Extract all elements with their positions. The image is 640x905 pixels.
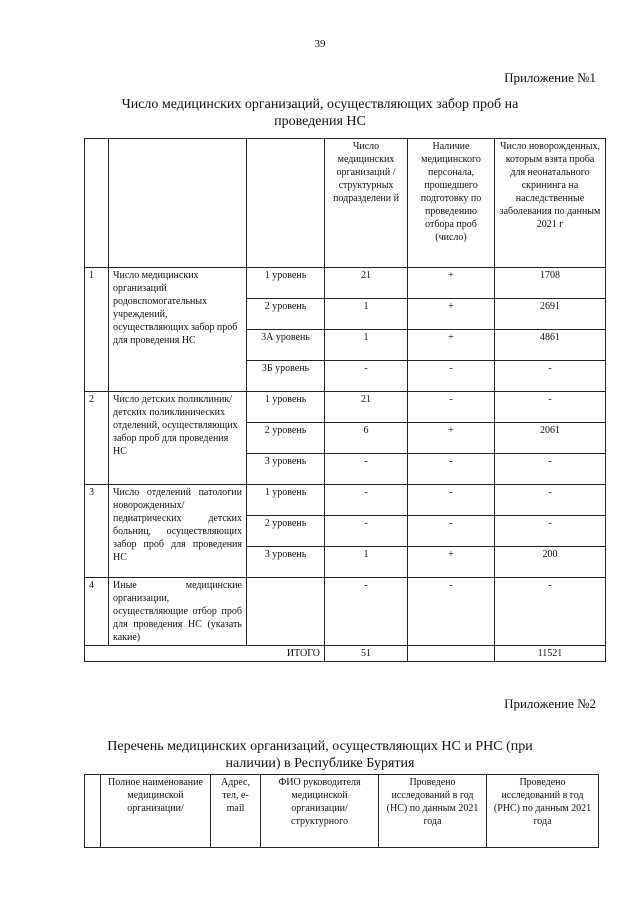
list-header-num xyxy=(85,775,101,848)
newborns-cell: - xyxy=(495,516,606,547)
list-table-header-row xyxy=(85,775,599,848)
table-row xyxy=(85,268,606,299)
newborns-cell: 2691 xyxy=(495,299,606,330)
staff-cell: + xyxy=(408,268,495,299)
total-row xyxy=(85,646,606,662)
appendix-2-label: Приложение №2 xyxy=(504,696,596,711)
count-cell: 1 xyxy=(325,299,408,330)
newborns-cell: 2061 xyxy=(495,423,606,454)
level-cell: 2 уровень xyxy=(247,423,325,454)
newborns-cell: 1708 xyxy=(495,268,606,299)
total-count: 51 xyxy=(325,646,408,662)
list-header-rns: Проведено исследований в год (РНС) по данным 2021 года xyxy=(487,775,599,848)
organization-type: Число детских поликлиник/детских поликлинических отделений, осуществляющих забор проб для проведения НС xyxy=(109,392,247,485)
total-staff xyxy=(408,646,495,662)
list-header-head: ФИО руководителя медицинской организации/ структурного xyxy=(261,775,379,848)
count-cell: 21 xyxy=(325,392,408,423)
staff-cell: - xyxy=(408,485,495,516)
count-cell: - xyxy=(325,485,408,516)
table-header-row xyxy=(85,139,606,268)
count-cell: 1 xyxy=(325,547,408,578)
header-cell-level xyxy=(247,139,325,268)
appendix-1-title xyxy=(80,96,560,130)
header-cell-staff: Наличие медицинского персонала, прошедшего подготовку по проведению отбора проб (число) xyxy=(408,139,495,268)
organization-type: Число медицинских организаций родовспомогательных учреждений, осуществляющих забор проб для проведения НС xyxy=(109,268,247,392)
staff-cell: - xyxy=(408,516,495,547)
staff-cell: + xyxy=(408,299,495,330)
count-cell: 6 xyxy=(325,423,408,454)
count-cell: - xyxy=(325,578,408,646)
table-row xyxy=(85,392,606,423)
header-cell-count: Число медицинских организаций /структурных подразделени й xyxy=(325,139,408,268)
staff-cell: - xyxy=(408,361,495,392)
total-label: ИТОГО xyxy=(85,646,325,662)
staff-cell: + xyxy=(408,547,495,578)
level-cell: 1 уровень xyxy=(247,485,325,516)
count-cell: 21 xyxy=(325,268,408,299)
newborns-cell: 200 xyxy=(495,547,606,578)
appendix-1-label: Приложение №1 xyxy=(504,70,596,85)
list-header-name: Полное наименование медицинской организации/ xyxy=(101,775,211,848)
appendix-2-title-line1: Перечень медицинских организаций, осуществляющих НС и РНС (при xyxy=(107,739,533,754)
organizations-list-table xyxy=(84,774,599,848)
count-cell: - xyxy=(325,516,408,547)
level-cell: 3А уровень xyxy=(247,330,325,361)
newborns-cell: - xyxy=(495,454,606,485)
total-newborns: 11521 xyxy=(495,646,606,662)
list-header-ns: Проведено исследований в год (НС) по данным 2021 года xyxy=(379,775,487,848)
row-number: 4 xyxy=(85,578,109,646)
list-header-address: Адрес, тел, e-mail xyxy=(211,775,261,848)
staff-cell: + xyxy=(408,330,495,361)
appendix-1-title-line2: проведения НС xyxy=(274,114,366,129)
count-cell: - xyxy=(325,361,408,392)
table-row xyxy=(85,578,606,646)
level-cell: 2 уровень xyxy=(247,299,325,330)
appendix-2-title-line2: наличии) в Республике Бурятия xyxy=(225,756,415,771)
row-number: 3 xyxy=(85,485,109,578)
staff-cell: + xyxy=(408,423,495,454)
row-number: 2 xyxy=(85,392,109,485)
page-number: 39 xyxy=(314,38,326,50)
newborns-cell: - xyxy=(495,578,606,646)
table-row xyxy=(85,485,606,516)
organizations-table-body xyxy=(85,139,606,662)
staff-cell: - xyxy=(408,578,495,646)
level-cell: 1 уровень xyxy=(247,268,325,299)
organization-type: Число отделений патологии новорожденных/педиатрических детских больниц, осуществляющих забор проб для проведения НС xyxy=(109,485,247,578)
level-cell xyxy=(247,578,325,646)
count-cell: 1 xyxy=(325,330,408,361)
staff-cell: - xyxy=(408,454,495,485)
appendix-1-title-line1: Число медицинских организаций, осуществляющих забор проб на xyxy=(121,97,519,112)
newborns-cell: 4861 xyxy=(495,330,606,361)
organization-type: Иные медицинские организации, осуществляющие отбор проб для проведения НС (указать какие) xyxy=(109,578,247,646)
level-cell: 2 уровень xyxy=(247,516,325,547)
newborns-cell: - xyxy=(495,392,606,423)
level-cell: 3Б уровень xyxy=(247,361,325,392)
count-cell: - xyxy=(325,454,408,485)
newborns-cell: - xyxy=(495,485,606,516)
header-cell-name xyxy=(109,139,247,268)
level-cell: 1 уровень xyxy=(247,392,325,423)
row-number: 1 xyxy=(85,268,109,392)
staff-cell: - xyxy=(408,392,495,423)
level-cell: 3 уровень xyxy=(247,547,325,578)
level-cell: 3 уровень xyxy=(247,454,325,485)
header-cell-num xyxy=(85,139,109,268)
newborns-cell: - xyxy=(495,361,606,392)
header-cell-newborns: Число новорожденных, которым взята проба для неонатального скрининга на наследственные заболевания по данным 2021 г xyxy=(495,139,606,268)
appendix-2-title xyxy=(60,738,580,772)
organizations-table xyxy=(84,138,606,662)
